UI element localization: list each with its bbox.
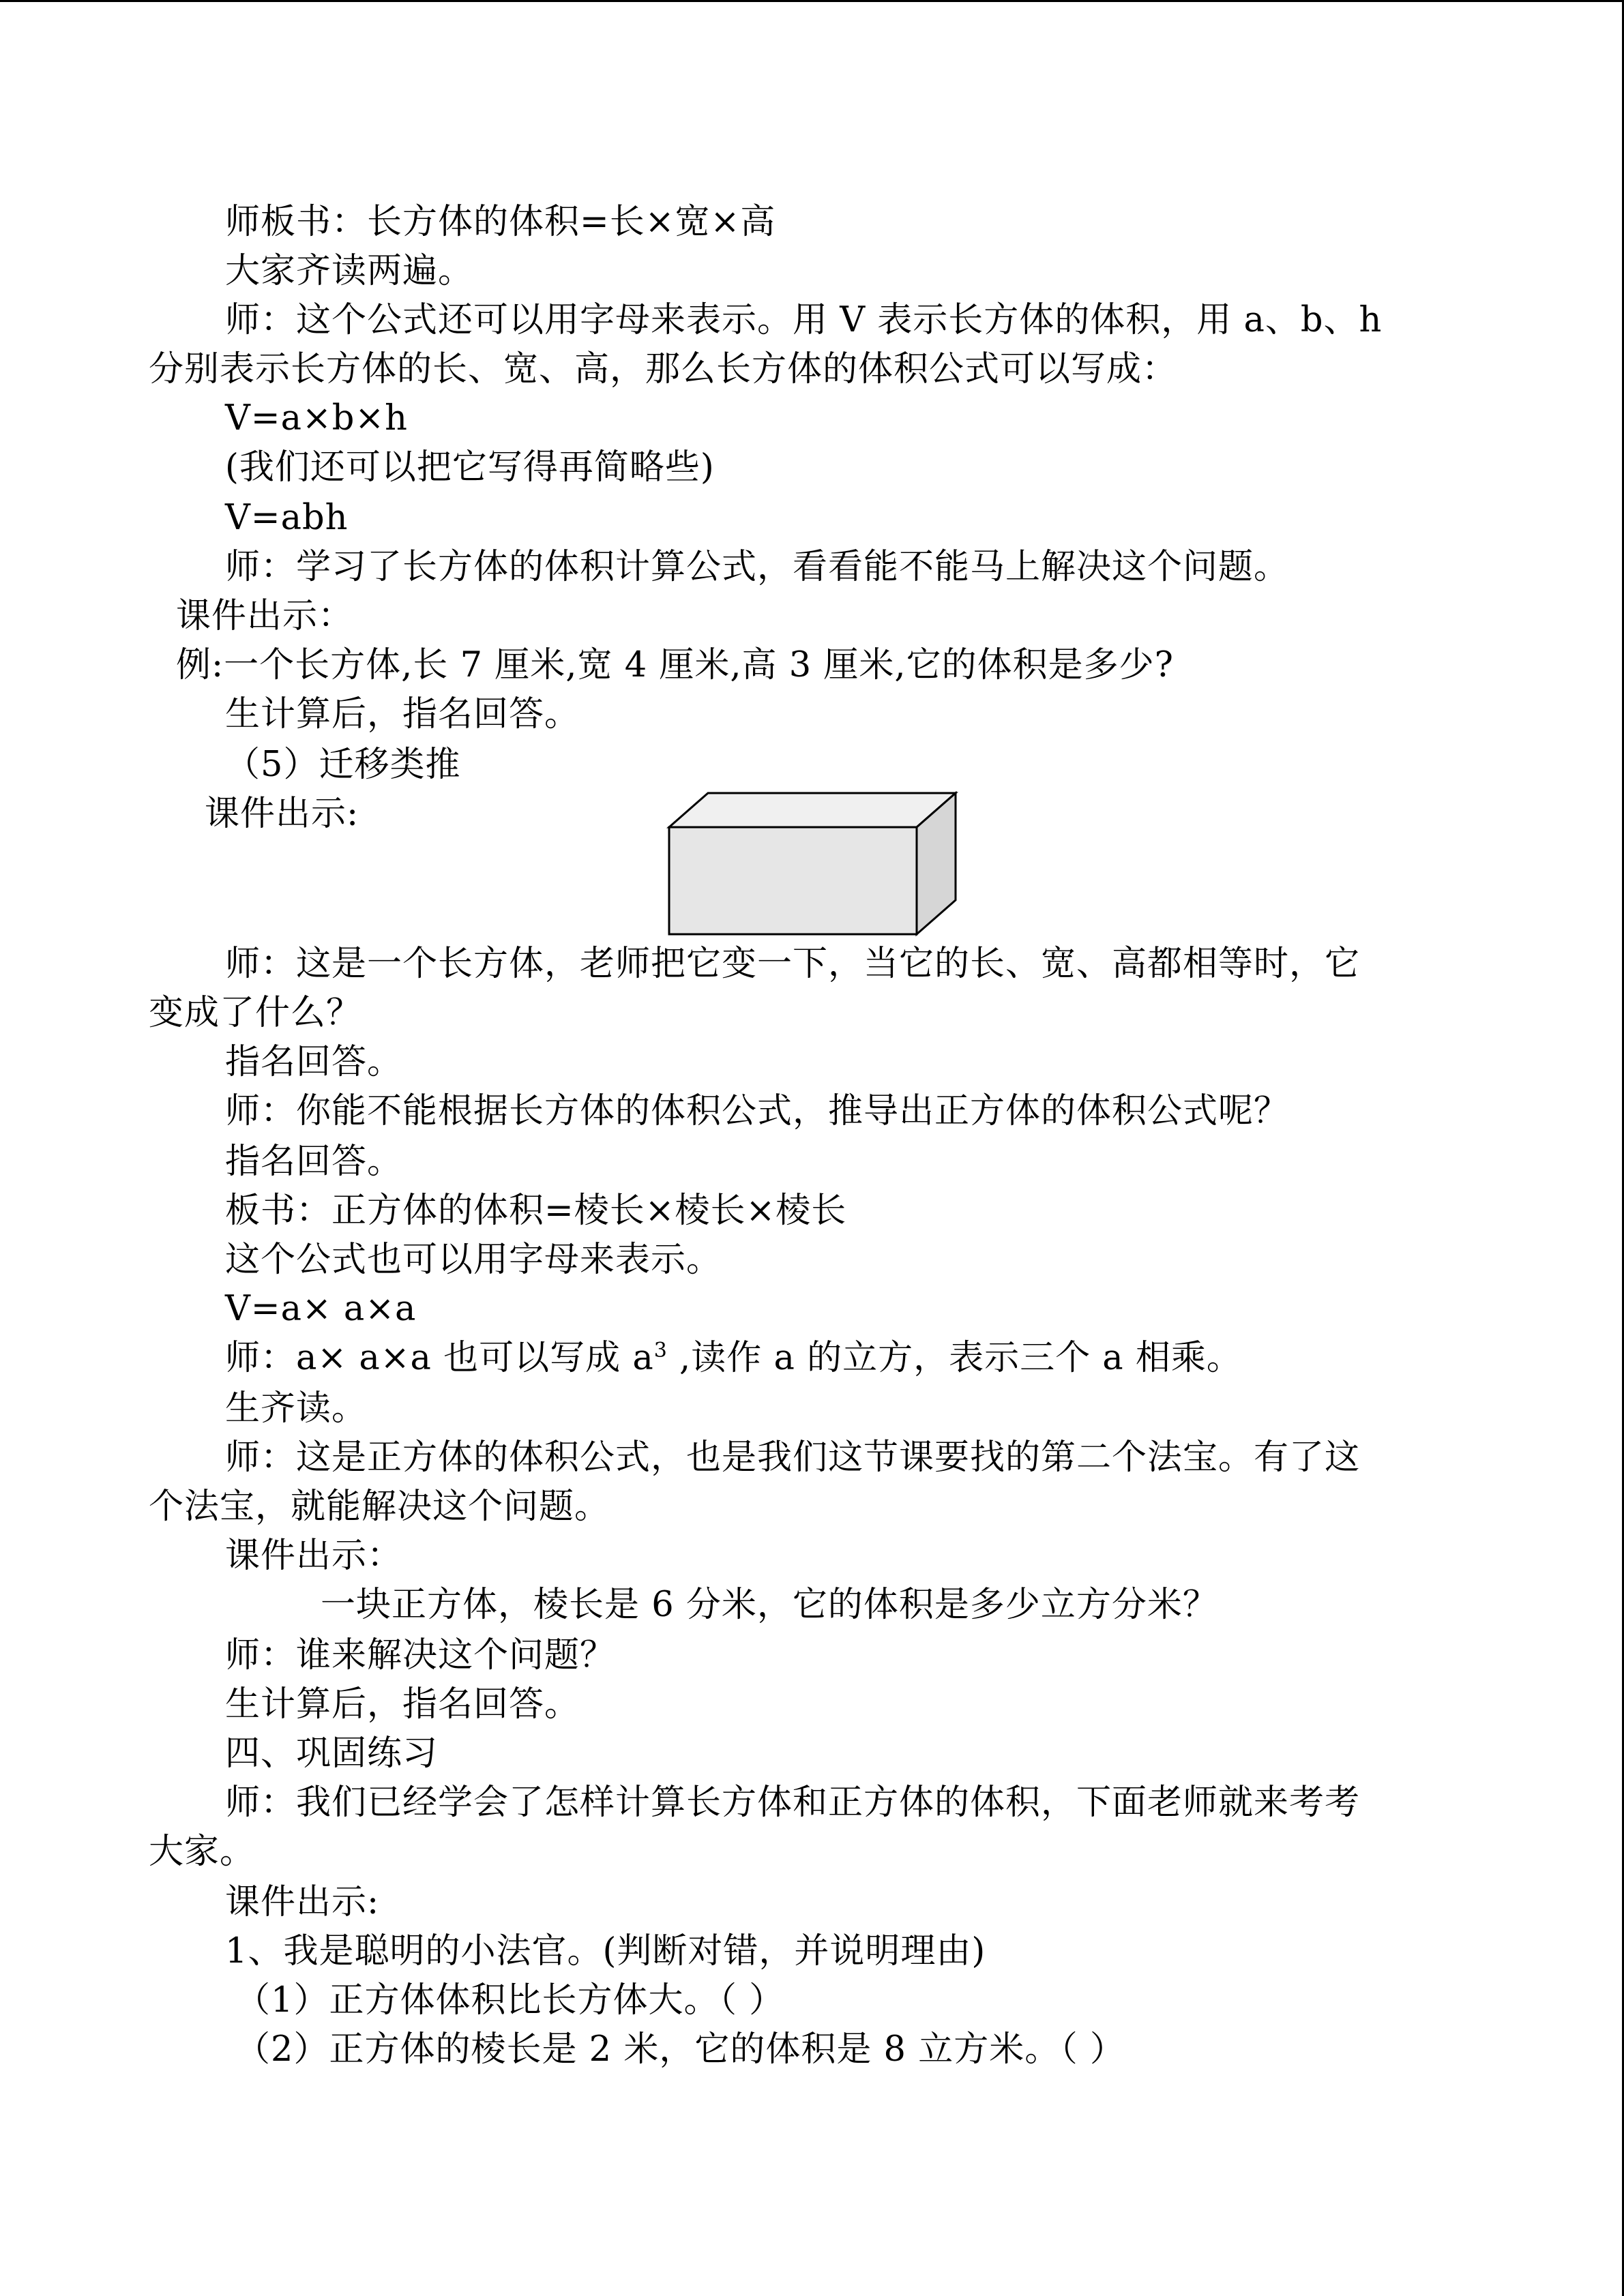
text-line: 指名回答。 [225, 1142, 403, 1182]
text-line: 课件出示: [205, 794, 359, 834]
text-line: 个法宝，就能解决这个问题。 [149, 1487, 610, 1527]
example-line: 例:一个长方体,长 7 厘米,宽 4 厘米,高 3 厘米,它的体积是多少? [176, 645, 1174, 685]
text-line: 师：这是一个长方体，老师把它变一下，当它的长、宽、高都相等时，它 [225, 944, 1361, 984]
text-line: 师：我们已经学会了怎样计算长方体和正方体的体积，下面老师就来考考 [225, 1783, 1361, 1823]
exercise-item: （2）正方体的棱长是 2 米，它的体积是 8 立方米。（ ） [235, 2029, 1125, 2070]
section-heading: 四、巩固练习 [225, 1733, 439, 1774]
exercise-item: （1）正方体体积比长方体大。（ ） [235, 1980, 785, 2021]
formula-line: V=a×b×h [225, 398, 408, 438]
formula-line: V=a× a×a [225, 1289, 417, 1329]
text-line: (我们还可以把它写得再简略些) [225, 447, 715, 488]
text-line: 师板书：长方体的体积=长×宽×高 [225, 202, 776, 242]
text-line: 分别表示长方体的长、宽、高，那么长方体的体积公式可以写成： [149, 349, 1178, 389]
cuboid-top-face [669, 793, 956, 827]
text-line [225, 1338, 1242, 1379]
text-segment: 师：a× a×a 也可以写成 a [225, 1338, 654, 1378]
text-line: 师：学习了长方体的体积计算公式，看看能不能马上解决这个问题。 [225, 547, 1290, 587]
text-line: 师：这个公式还可以用字母来表示。用 V 表示长方体的体积，用 a、b、h [225, 300, 1383, 340]
text-line: 课件出示: [225, 1882, 380, 1922]
cuboid-figure [665, 791, 965, 941]
text-line: 生计算后，指名回答。 [225, 694, 580, 734]
text-line: 师：你能不能根据长方体的体积公式，推导出正方体的体积公式呢？ [225, 1091, 1290, 1131]
page-border-top [0, 0, 1624, 2]
text-line: 板书：正方体的体积=棱长×棱长×棱长 [225, 1191, 847, 1231]
text-line: 变成了什么？ [149, 993, 362, 1033]
exercise-title: 1、我是聪明的小法官。(判断对错，并说明理由) [225, 1931, 986, 1971]
problem-line: 一块正方体，棱长是 6 分米，它的体积是多少立方分米？ [321, 1585, 1218, 1625]
text-line: 师：谁来解决这个问题？ [225, 1635, 616, 1675]
text-line: 指名回答。 [225, 1042, 403, 1082]
text-segment: ,读作 a 的立方，表示三个 a 相乘。 [667, 1338, 1242, 1378]
text-line: 师：这是正方体的体积公式，也是我们这节课要找的第二个法宝。有了这 [225, 1437, 1361, 1478]
section-heading: （5）迁移类推 [225, 745, 461, 785]
text-line: 大家。 [149, 1832, 256, 1872]
cuboid-front-face [669, 827, 917, 934]
superscript: 3 [653, 1339, 668, 1362]
formula-line: V=abh [225, 498, 349, 538]
text-line: 生计算后，指名回答。 [225, 1684, 580, 1725]
text-line: 课件出示： [225, 1536, 403, 1576]
text-line: 生齐读。 [225, 1388, 368, 1429]
text-line: 大家齐读两遍。 [225, 251, 474, 291]
text-line: 这个公式也可以用字母来表示。 [225, 1240, 722, 1280]
text-line: 课件出示： [176, 596, 354, 636]
